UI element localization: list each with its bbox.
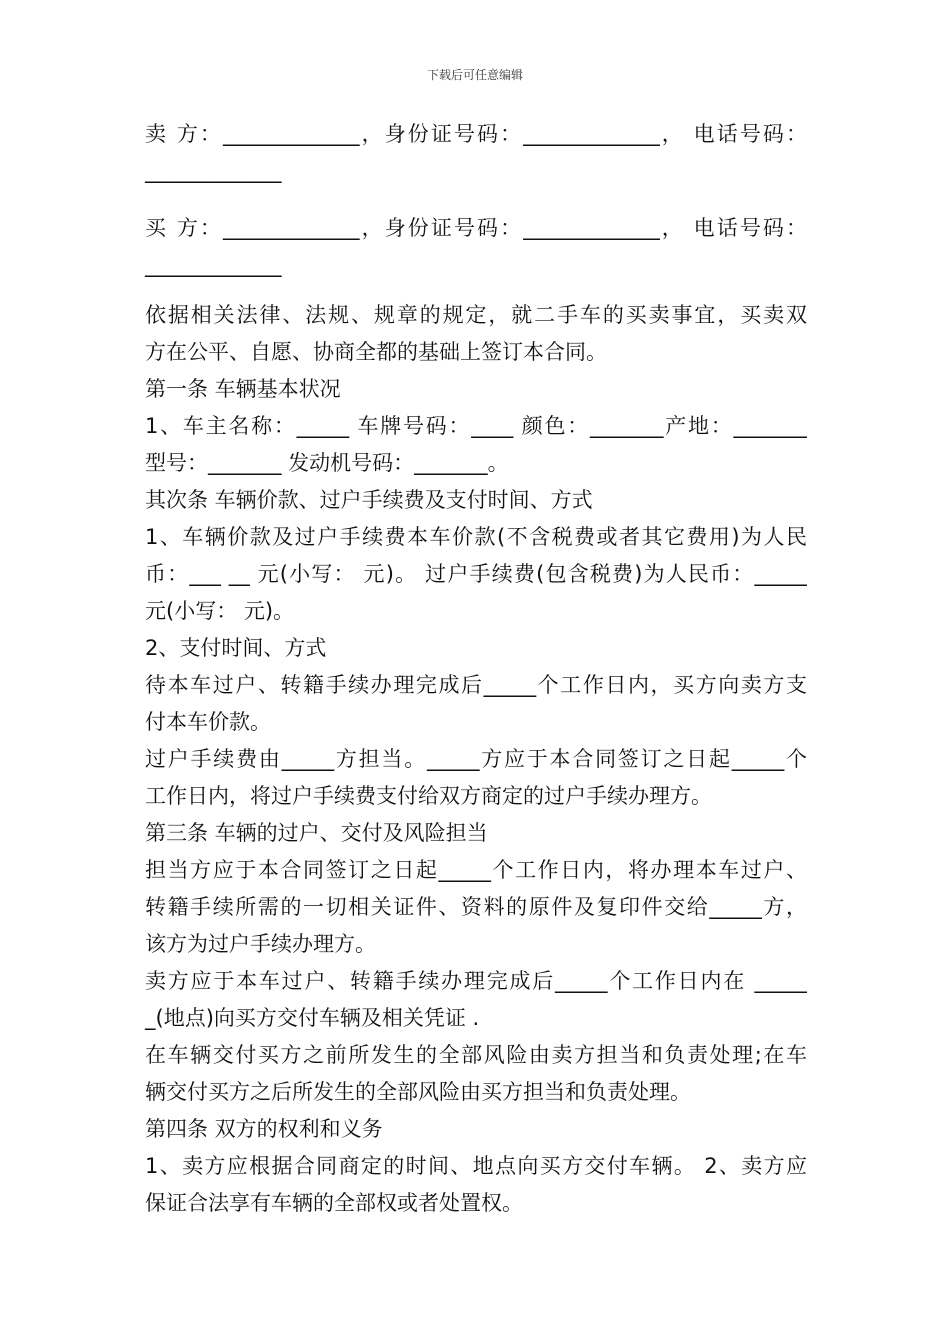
article-2-item-1-line-3: 元(小写： 元)。 [145, 599, 295, 623]
buyer-line: 买 方：_____________，身份证号码：_____________， 电话号码： [145, 216, 807, 240]
article-2-item-1-line-1: 1、车辆价款及过户手续费本车价款(不含税费或者其它费用)为人民 [145, 525, 807, 549]
article-3-para-2-line-2: _(地点)向买方交付车辆及相关凭证 . [145, 1006, 480, 1030]
article-2-item-2-heading: 2、支付时间、方式 [145, 636, 327, 660]
article-4-items-line-2: 保证合法享有车辆的全部权或者处置权。 [145, 1191, 523, 1215]
article-3-para-1-line-2: 转籍手续所需的一切相关证件、资料的原件及复印件交给_____方， [145, 895, 807, 919]
article-3-heading: 第三条 车辆的过户、交付及风险担当 [145, 821, 488, 845]
seller-phone-blank: _____________ [145, 159, 282, 183]
payment-line-1: 待本车过户、转籍手续办理完成后_____个工作日内，买方向卖方支 [145, 673, 807, 697]
article-2-item-1-line-2: 币：___ __ 元(小写： 元)。 过户手续费(包含税费)为人民币：_____ [145, 562, 807, 586]
article-3-para-1-line-1: 担当方应于本合同签订之日起_____个工作日内，将办理本车过户、 [145, 858, 807, 882]
article-4-heading: 第四条 双方的权利和义务 [145, 1117, 383, 1141]
article-1-item-1-line-1: 1、车主名称：_____ 车牌号码：____ 颜色：_______产地：_______ [145, 414, 807, 438]
article-3-para-3-line-2: 辆交付买方之后所发生的全部风险由买方担当和负责处理。 [145, 1080, 691, 1104]
transfer-fee-line-2: 工作日内，将过户手续费支付给双方商定的过户手续办理方。 [145, 784, 712, 808]
preamble-line-2: 方在公平、自愿、协商全都的基础上签订本合同。 [145, 340, 607, 364]
article-4-items-line-1: 1、卖方应根据合同商定的时间、地点向买方交付车辆。 2、卖方应 [145, 1154, 807, 1178]
article-2-heading: 其次条 车辆价款、过户手续费及支付时间、方式 [145, 488, 593, 512]
article-3-para-3-line-1: 在车辆交付买方之前所发生的全部风险由卖方担当和负责处理;在车 [145, 1043, 807, 1067]
payment-line-2: 付本车价款。 [145, 710, 271, 734]
preamble-line-1: 依据相关法律、法规、规章的规定，就二手车的买卖事宜，买卖双 [145, 303, 807, 327]
article-1-heading: 第一条 车辆基本状况 [145, 377, 341, 401]
seller-line: 卖 方：_____________，身份证号码：_____________， 电话号码： [145, 122, 807, 146]
page-header: 下载后可任意编辑 [426, 68, 523, 82]
article-1-item-1-line-2: 型号：_______ 发动机号码：_______。 [145, 451, 509, 475]
article-3-para-2-line-1: 卖方应于本车过户、转籍手续办理完成后_____个工作日内在 _____ [145, 969, 807, 993]
contract-body [145, 116, 807, 1222]
transfer-fee-line-1: 过户手续费由_____方担当。_____方应于本合同签订之日起_____个 [145, 747, 807, 771]
article-3-para-1-line-3: 该方为过户手续办理方。 [145, 932, 376, 956]
buyer-phone-blank: _____________ [145, 253, 282, 277]
